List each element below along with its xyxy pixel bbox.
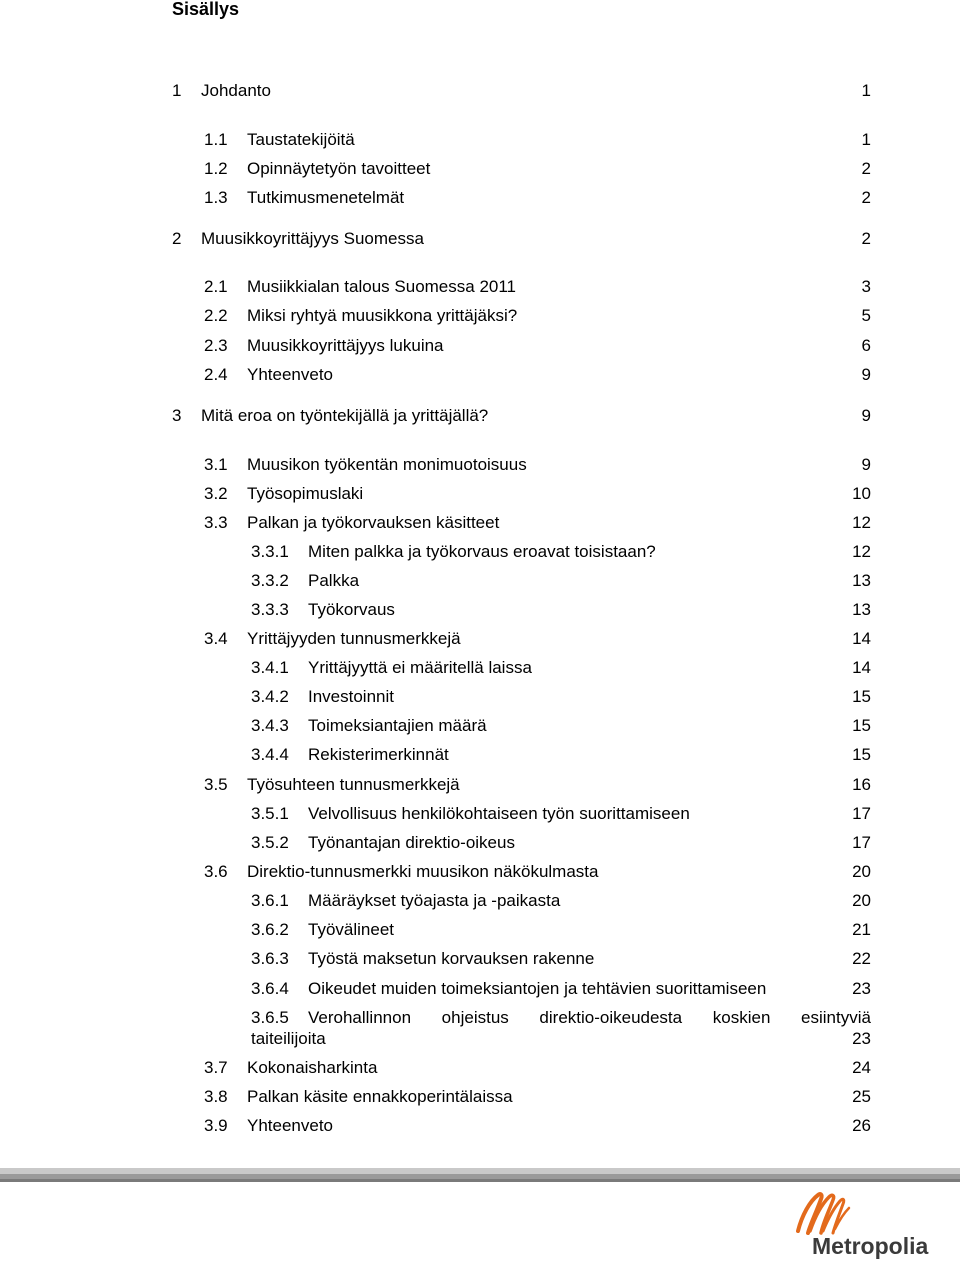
toc-title: Muusikkoyrittäjyys Suomessa (201, 229, 424, 248)
toc-title (308, 1008, 871, 1028)
toc-page: 23 (852, 979, 871, 998)
toc-number: 3.7 (204, 1058, 228, 1077)
toc-page: 15 (852, 745, 871, 764)
toc-title-continuation: taiteilijoita (251, 1029, 326, 1048)
toc-number: 2.3 (204, 336, 228, 355)
toc-title: Tutkimusmenetelmät (247, 188, 405, 207)
toc-title-word: esiintyviä (801, 1008, 871, 1027)
toc-page: 16 (852, 775, 871, 794)
toc-entry-3-4-4[interactable] (251, 745, 871, 765)
toc-title: Miksi ryhtyä muusikkona yrittäjäksi? (247, 306, 518, 325)
toc-entry-3-4-2[interactable] (251, 687, 871, 707)
toc-title: Yhteenveto (247, 1116, 334, 1135)
toc-number: 3.6.1 (251, 891, 289, 910)
toc-entry-3-2[interactable] (204, 484, 871, 504)
toc-entry-3-6-3[interactable] (251, 949, 871, 969)
toc-title-word: ohjeistus (441, 1008, 509, 1027)
toc-title: Opinnäytetyön tavoitteet (247, 159, 431, 178)
toc-title: Muusikkoyrittäjyys lukuina (247, 336, 444, 355)
toc-number: 3.6.2 (251, 920, 289, 939)
toc-number: 3.2 (204, 484, 228, 503)
toc-number: 3.3.3 (251, 600, 289, 619)
toc-number: 3.3.2 (251, 571, 289, 590)
toc-title: Työsuhteen tunnusmerkkejä (247, 775, 460, 794)
toc-entry-3-5[interactable] (204, 775, 871, 795)
toc-page: 25 (852, 1087, 871, 1106)
toc-title: Investoinnit (308, 687, 394, 706)
toc-page: 13 (852, 600, 871, 619)
toc-entry-3-5-1[interactable] (251, 804, 871, 824)
toc-title: Määräykset työajasta ja -paikasta (308, 891, 561, 910)
toc-title: Kokonaisharkinta (247, 1058, 378, 1077)
toc-entry-3-4[interactable] (204, 629, 871, 649)
toc-number: 3.6.4 (251, 979, 289, 998)
toc-number: 3.8 (204, 1087, 228, 1106)
metropolia-wordmark: Metropolia (812, 1233, 929, 1259)
toc-number: 3 (172, 406, 182, 425)
toc-number: 3.3 (204, 513, 228, 532)
toc-title: Työnantajan direktio-oikeus (308, 833, 515, 852)
footer-divider-band (0, 1168, 960, 1182)
toc-entry-2-1[interactable] (204, 277, 871, 297)
toc-entry-3[interactable] (172, 406, 871, 426)
toc-entry-3-4-3[interactable] (251, 716, 871, 736)
toc-number: 3.6.3 (251, 949, 289, 968)
toc-title: Musiikkialan talous Suomessa 2011 (247, 277, 516, 296)
toc-page: 21 (852, 920, 871, 939)
toc-page: 10 (852, 484, 871, 503)
toc-number: 3.6 (204, 862, 228, 881)
toc-page: 9 (861, 455, 871, 474)
toc-entry-3-6[interactable] (204, 862, 871, 882)
toc-title: Palkan ja työkorvauksen käsitteet (247, 513, 500, 532)
toc-title: Oikeudet muiden toimeksiantojen ja tehtävien suorittamiseen (308, 979, 767, 998)
toc-title: Palkka (308, 571, 360, 590)
toc-page: 3 (861, 277, 871, 296)
toc-number: 3.4.3 (251, 716, 289, 735)
toc-entry-1[interactable] (172, 81, 871, 101)
toc-entry-1-1[interactable] (204, 130, 871, 150)
toc-title: Yrittäjyyttä ei määritellä laissa (308, 658, 532, 677)
toc-number: 3.5.1 (251, 804, 289, 823)
toc-number: 3.5.2 (251, 833, 289, 852)
toc-page: 2 (861, 188, 871, 207)
toc-entry-3-9[interactable] (204, 1116, 871, 1136)
toc-number: 2.1 (204, 277, 228, 296)
toc-title-word: koskien (712, 1008, 771, 1027)
toc-page: 26 (852, 1116, 871, 1135)
toc-title: Direktio-tunnusmerkki muusikon näkökulmasta (247, 862, 599, 881)
toc-page: 2 (861, 229, 871, 248)
toc-page: 20 (852, 891, 871, 910)
toc-title: Työvälineet (308, 920, 394, 939)
toc-page: 17 (852, 833, 871, 852)
toc-title: Työstä maksetun korvauksen rakenne (308, 949, 595, 968)
toc-page: 5 (861, 306, 871, 325)
toc-title: Toimeksiantajien määrä (308, 716, 487, 735)
toc-entry-1-3[interactable] (204, 188, 871, 208)
toc-title: Yhteenveto (247, 365, 334, 384)
toc-number: 2.2 (204, 306, 228, 325)
toc-entry-2-2[interactable] (204, 306, 871, 326)
toc-entry-3-6-4[interactable] (251, 979, 871, 999)
toc-title: Palkan käsite ennakkoperintälaissa (247, 1087, 513, 1106)
toc-entry-3-5-2[interactable] (251, 833, 871, 853)
toc-entry-3-6-2[interactable] (251, 920, 871, 940)
toc-entry-3-3[interactable] (204, 513, 871, 533)
toc-page: 17 (852, 804, 871, 823)
toc-page: 14 (852, 629, 871, 648)
toc-entry-3-3-1[interactable] (251, 542, 871, 562)
toc-title: Miten palkka ja työkorvaus eroavat toisistaan? (308, 542, 656, 561)
toc-number: 3.1 (204, 455, 228, 474)
toc-page: 12 (852, 542, 871, 561)
toc-entry-1-2[interactable] (204, 159, 871, 179)
toc-entry-3-3-3[interactable] (251, 600, 871, 620)
toc-number: 3.3.1 (251, 542, 289, 561)
toc-title: Velvollisuus henkilökohtaiseen työn suorittamiseen (308, 804, 690, 823)
toc-number: 2 (172, 229, 182, 248)
toc-number: 1.2 (204, 159, 228, 178)
toc-number: 1.3 (204, 188, 228, 207)
toc-page: 12 (852, 513, 871, 532)
toc-page: 15 (852, 716, 871, 735)
toc-page: 1 (861, 130, 871, 149)
toc-entry-3-4-1[interactable] (251, 658, 871, 678)
toc-entry-3-1[interactable] (204, 455, 871, 475)
toc-entry-3-3-2[interactable] (251, 571, 871, 591)
toc-page: 2 (861, 159, 871, 178)
toc-entry-2-3[interactable] (204, 336, 871, 356)
toc-title-word: Verohallinnon (308, 1008, 412, 1027)
toc-page: 14 (852, 658, 871, 677)
toc-entry-3-6-5[interactable] (251, 1008, 871, 1048)
toc-entry-3-7[interactable] (204, 1058, 871, 1078)
toc-title: Työkorvaus (308, 600, 395, 619)
toc-title: Työsopimuslaki (247, 484, 364, 503)
toc-page: 15 (852, 687, 871, 706)
toc-page: 9 (861, 365, 871, 384)
toc-title: Taustatekijöitä (247, 130, 355, 149)
toc-entry-2-4[interactable] (204, 365, 871, 385)
toc-page: 22 (852, 949, 871, 968)
toc-page: 23 (852, 1029, 871, 1048)
toc-number: 1.1 (204, 130, 228, 149)
toc-page: 13 (852, 571, 871, 590)
toc-page: 24 (852, 1058, 871, 1077)
toc-page: 9 (861, 406, 871, 425)
toc-number: 3.4.1 (251, 658, 289, 677)
toc-number: 3.9 (204, 1116, 228, 1135)
toc-title: Yrittäjyyden tunnusmerkkejä (247, 629, 461, 648)
toc-title: Rekisterimerkinnät (308, 745, 449, 764)
toc-title: Mitä eroa on työntekijällä ja yrittäjällä? (201, 406, 489, 425)
page-title: Sisällys (172, 0, 240, 19)
toc-title-word: direktio-oikeudesta (539, 1008, 683, 1027)
toc-page: 6 (861, 336, 871, 355)
toc-number: 3.5 (204, 775, 228, 794)
toc-title: Johdanto (201, 81, 271, 100)
toc-entry-3-6-1[interactable] (251, 891, 871, 911)
toc-entry-3-8[interactable] (204, 1087, 871, 1107)
toc-title: Muusikon työkentän monimuotoisuus (247, 455, 527, 474)
toc-entry-2[interactable] (172, 229, 871, 249)
toc-page: 20 (852, 862, 871, 881)
toc-page: 1 (861, 81, 871, 100)
toc-number: 3.4.2 (251, 687, 289, 706)
toc-number: 3.4.4 (251, 745, 289, 764)
footer-band-dark (0, 1179, 960, 1182)
toc-number: 3.4 (204, 629, 228, 648)
toc-number: 3.6.5 (251, 1008, 289, 1027)
toc-number: 1 (172, 81, 182, 100)
toc-number: 2.4 (204, 365, 228, 384)
